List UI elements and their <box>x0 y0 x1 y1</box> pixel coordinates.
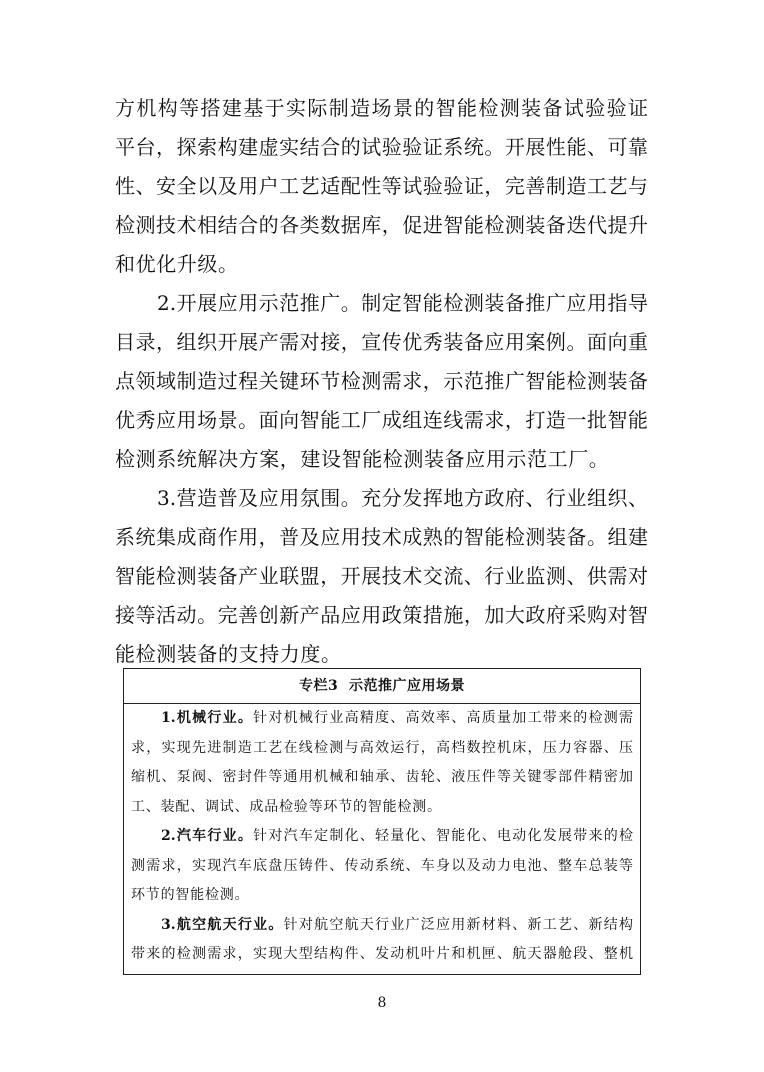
body-line: 方机构等搭建基于实际制造场景的智能检测装备试验验证 <box>115 96 648 120</box>
box-item-lead: 2.汽车行业。 <box>161 828 254 844</box>
body-line: 和优化升级。 <box>115 252 239 276</box>
body-line: 能检测装备的支持力度。 <box>115 642 342 666</box>
box-line: 带来的检测需求，实现大型结构件、发动机叶片和机匣、航天器舱段、整机 <box>131 946 633 962</box>
box-item-lead: 3.航空航天行业。 <box>161 916 284 933</box>
body-line: 平台，探索构建虚实结合的试验验证系统。开展性能、可靠 <box>115 135 648 159</box>
box-line: 环节的智能检测。 <box>131 887 250 903</box>
body-line: 接等活动。完善创新产品应用政策措施，加大政府采购对智 <box>115 603 648 627</box>
box-item-lead: 1.机械行业。 <box>161 710 254 726</box>
body-line: 检测系统解决方案，建设智能检测装备应用示范工厂。 <box>115 447 610 471</box>
page-number: 8 <box>377 995 387 1011</box>
feature-box <box>123 668 641 975</box>
body-text <box>115 89 648 674</box>
body-line: 优秀应用场景。面向智能工厂成组连线需求，打造一批智能 <box>115 408 648 432</box>
body-line: 2.开展应用示范推广。制定智能检测装备推广应用指导 <box>157 291 648 315</box>
box-line: 测需求，实现汽车底盘压铸件、传动系统、车身以及动力电池、整车总装等 <box>131 857 633 874</box>
box-line <box>131 822 633 852</box>
box-line: 求，实现先进制造工艺在线检测与高效运行，高档数控机床，压力容器、压 <box>131 739 633 756</box>
body-line: 性、安全以及用户工艺适配性等试验验证，完善制造工艺与 <box>115 174 648 198</box>
body-line: 3.营造普及应用氛围。充分发挥地方政府、行业组织、 <box>157 486 648 510</box>
box-line: 工、装配、调试、成品检验等环节的智能检测。 <box>131 798 442 815</box>
body-line: 目录，组织开展产需对接，宣传优秀装备应用案例。面向重 <box>115 330 648 354</box>
body-line: 系统集成商作用，普及应用技术成熟的智能检测装备。组建 <box>115 525 648 549</box>
box-line-text: 针对机械行业高精度、高效率、高质量加工带来的检测需 <box>253 710 633 726</box>
box-line-text: 针对航空航天行业广泛应用新材料、新工艺、新结构 <box>283 916 633 933</box>
box-body <box>124 704 640 970</box>
box-line-text: 针对汽车定制化、轻量化、智能化、电动化发展带来的检 <box>253 828 633 844</box>
body-line: 点领域制造过程关键环节检测需求，示范推广智能检测装备 <box>115 369 648 393</box>
box-line: 缩机、泵阀、密封件等通用机械和轴承、齿轮、液压件等关键零部件精密加 <box>131 769 633 785</box>
body-line: 智能检测装备产业联盟，开展技术交流、行业监测、供需对 <box>115 564 648 588</box>
box-title: 专栏3 示范推广应用场景 <box>124 669 640 704</box>
body-line: 检测技术相结合的各类数据库，促进智能检测装备迭代提升 <box>115 213 648 237</box>
box-line <box>131 911 633 941</box>
box-line <box>131 704 633 734</box>
